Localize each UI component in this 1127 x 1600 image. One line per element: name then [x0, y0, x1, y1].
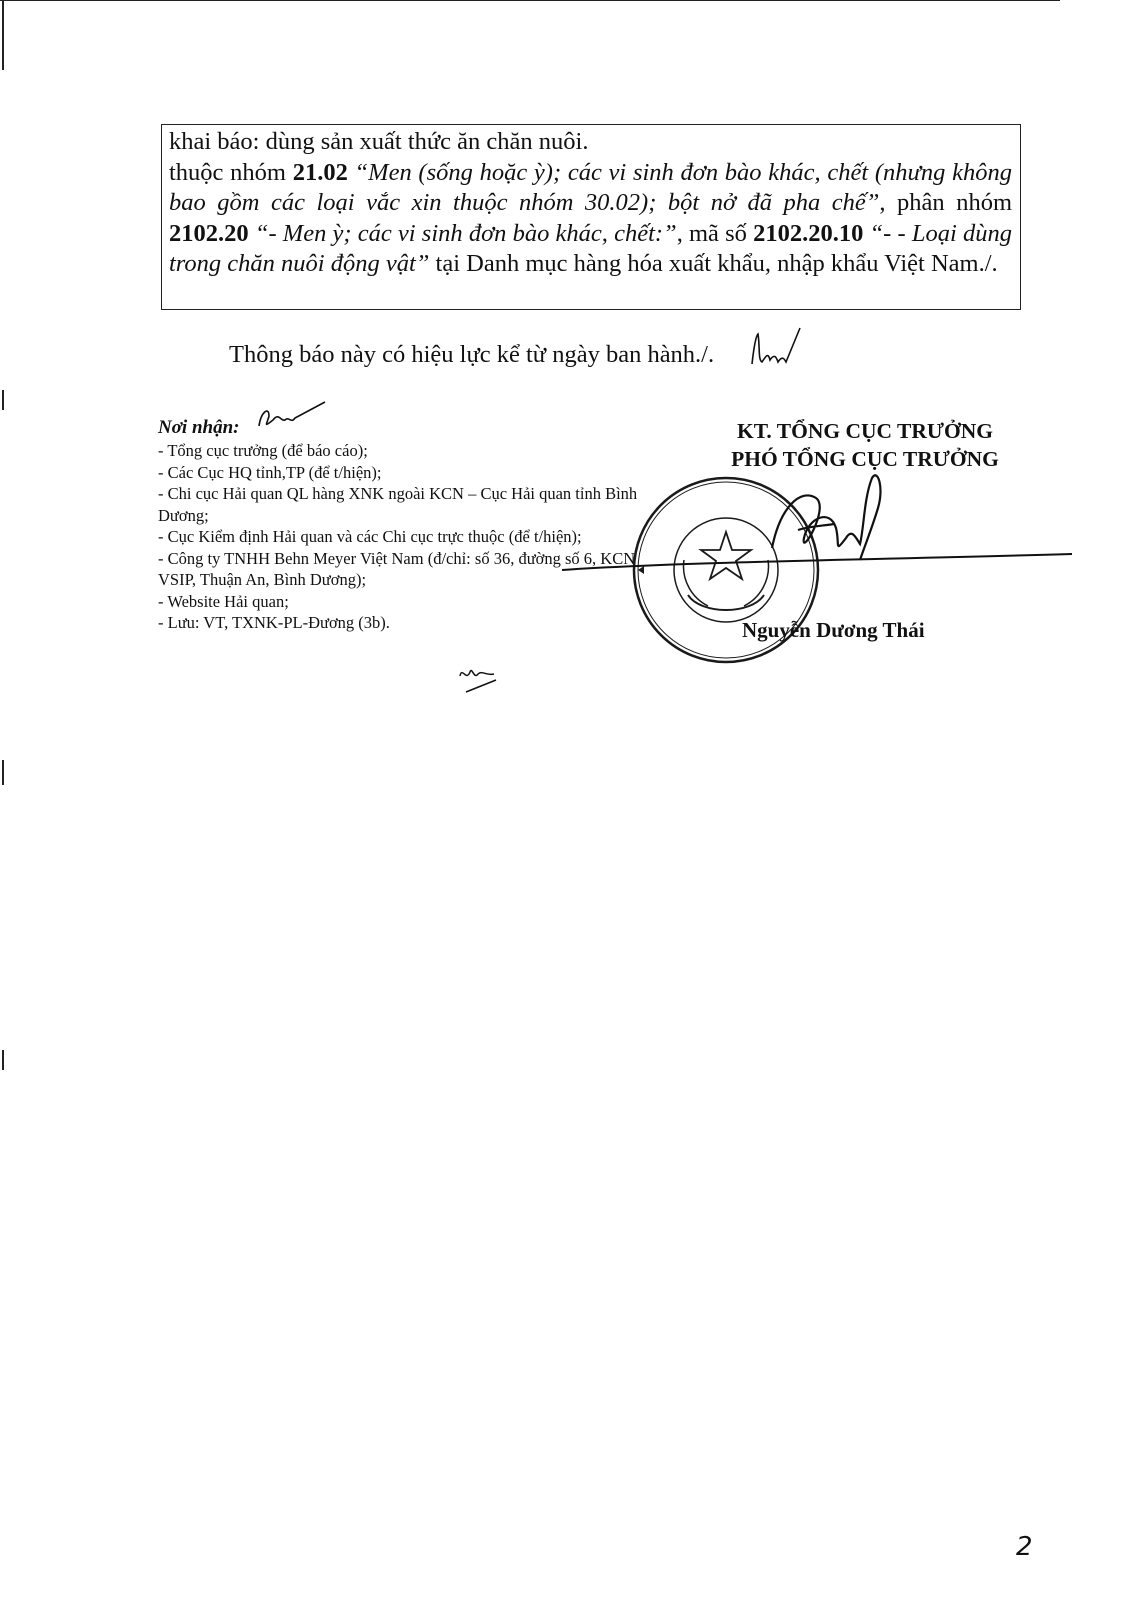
page-number: 2 — [1016, 1532, 1033, 1562]
body-prefix: thuộc nhóm — [169, 158, 293, 186]
recipients-title-text: Nơi nhận: — [158, 417, 240, 438]
subheading-description: “- Men ỳ; các vi sinh đơn bào khác, chết:” — [248, 219, 677, 247]
archive-scribble — [456, 662, 506, 696]
signer-name: Nguyễn Dương Thái — [742, 618, 925, 642]
effect-sentence: Thông báo này có hiệu lực kể từ ngày ban hành./. — [229, 341, 715, 368]
body-code-prefix: , mã số — [676, 219, 754, 247]
body-line-1: khai báo: dùng sản xuất thức ăn chăn nuôi. — [169, 128, 589, 155]
body-paragraph — [169, 158, 1012, 280]
hs-code: 2102.20.10 — [753, 219, 864, 247]
heading-description: “Men (sống hoặc ỳ); các vi sinh đơn bào khác, chết (nhưng không bao gồm các loại vắc xin thuộc nhóm 30.02); bột nở đã pha chế” — [169, 158, 1012, 216]
list-item: - Lưu: VT, TXNK-PL-Đương (3b). — [158, 613, 390, 632]
list-item: - Cục Kiểm định Hải quan và các Chi cục trực thuộc (để t/hiện); — [158, 527, 582, 546]
list-item: - Website Hải quan; — [158, 591, 289, 611]
heading-code: 21.02 — [292, 158, 348, 186]
scan-edge-left — [2, 0, 4, 70]
list-item: - Chi cục Hải quan QL hàng XNK ngoài KCN – Cục Hải quan tỉnh Bình Dương; — [158, 484, 638, 525]
subheading-code: 2102.20 — [169, 219, 249, 247]
hs-description: “- - Loại dùng trong chăn nuôi động vật” — [169, 219, 1012, 277]
signature-block — [690, 417, 1040, 473]
recipient-list — [158, 440, 648, 634]
signature-title-2: PHÓ TỔNG CỤC TRƯỞNG — [731, 447, 999, 471]
initials-scribble — [748, 326, 808, 374]
scan-edge-top — [0, 0, 1060, 1]
signature-stroke — [560, 540, 1080, 580]
recipient-scribble — [255, 398, 335, 434]
scan-edge-left — [2, 760, 4, 785]
list-item: - Các Cục HQ tỉnh,TP (để t/hiện); — [158, 462, 382, 482]
list-item: - Tổng cục trưởng (để báo cáo); — [158, 441, 368, 460]
list-item: - Công ty TNHH Behn Meyer Việt Nam (đ/chỉ: số 36, đường số 6, KCN VSIP, Thuận An, Bình Dương); — [158, 548, 636, 589]
content-box — [161, 124, 1021, 310]
recipients-block — [158, 416, 648, 634]
recipients-title — [158, 416, 648, 440]
emblem-gear-icon — [688, 595, 764, 610]
scan-edge-left — [2, 1050, 4, 1070]
signature-title-1: KT. TỔNG CỤC TRƯỞNG — [736, 419, 994, 443]
body-suffix: tại Danh mục hàng hóa xuất khẩu, nhập khẩu Việt Nam./. — [429, 250, 998, 277]
body-sub-prefix: , phân nhóm — [879, 189, 1012, 216]
scan-edge-left — [2, 390, 4, 410]
